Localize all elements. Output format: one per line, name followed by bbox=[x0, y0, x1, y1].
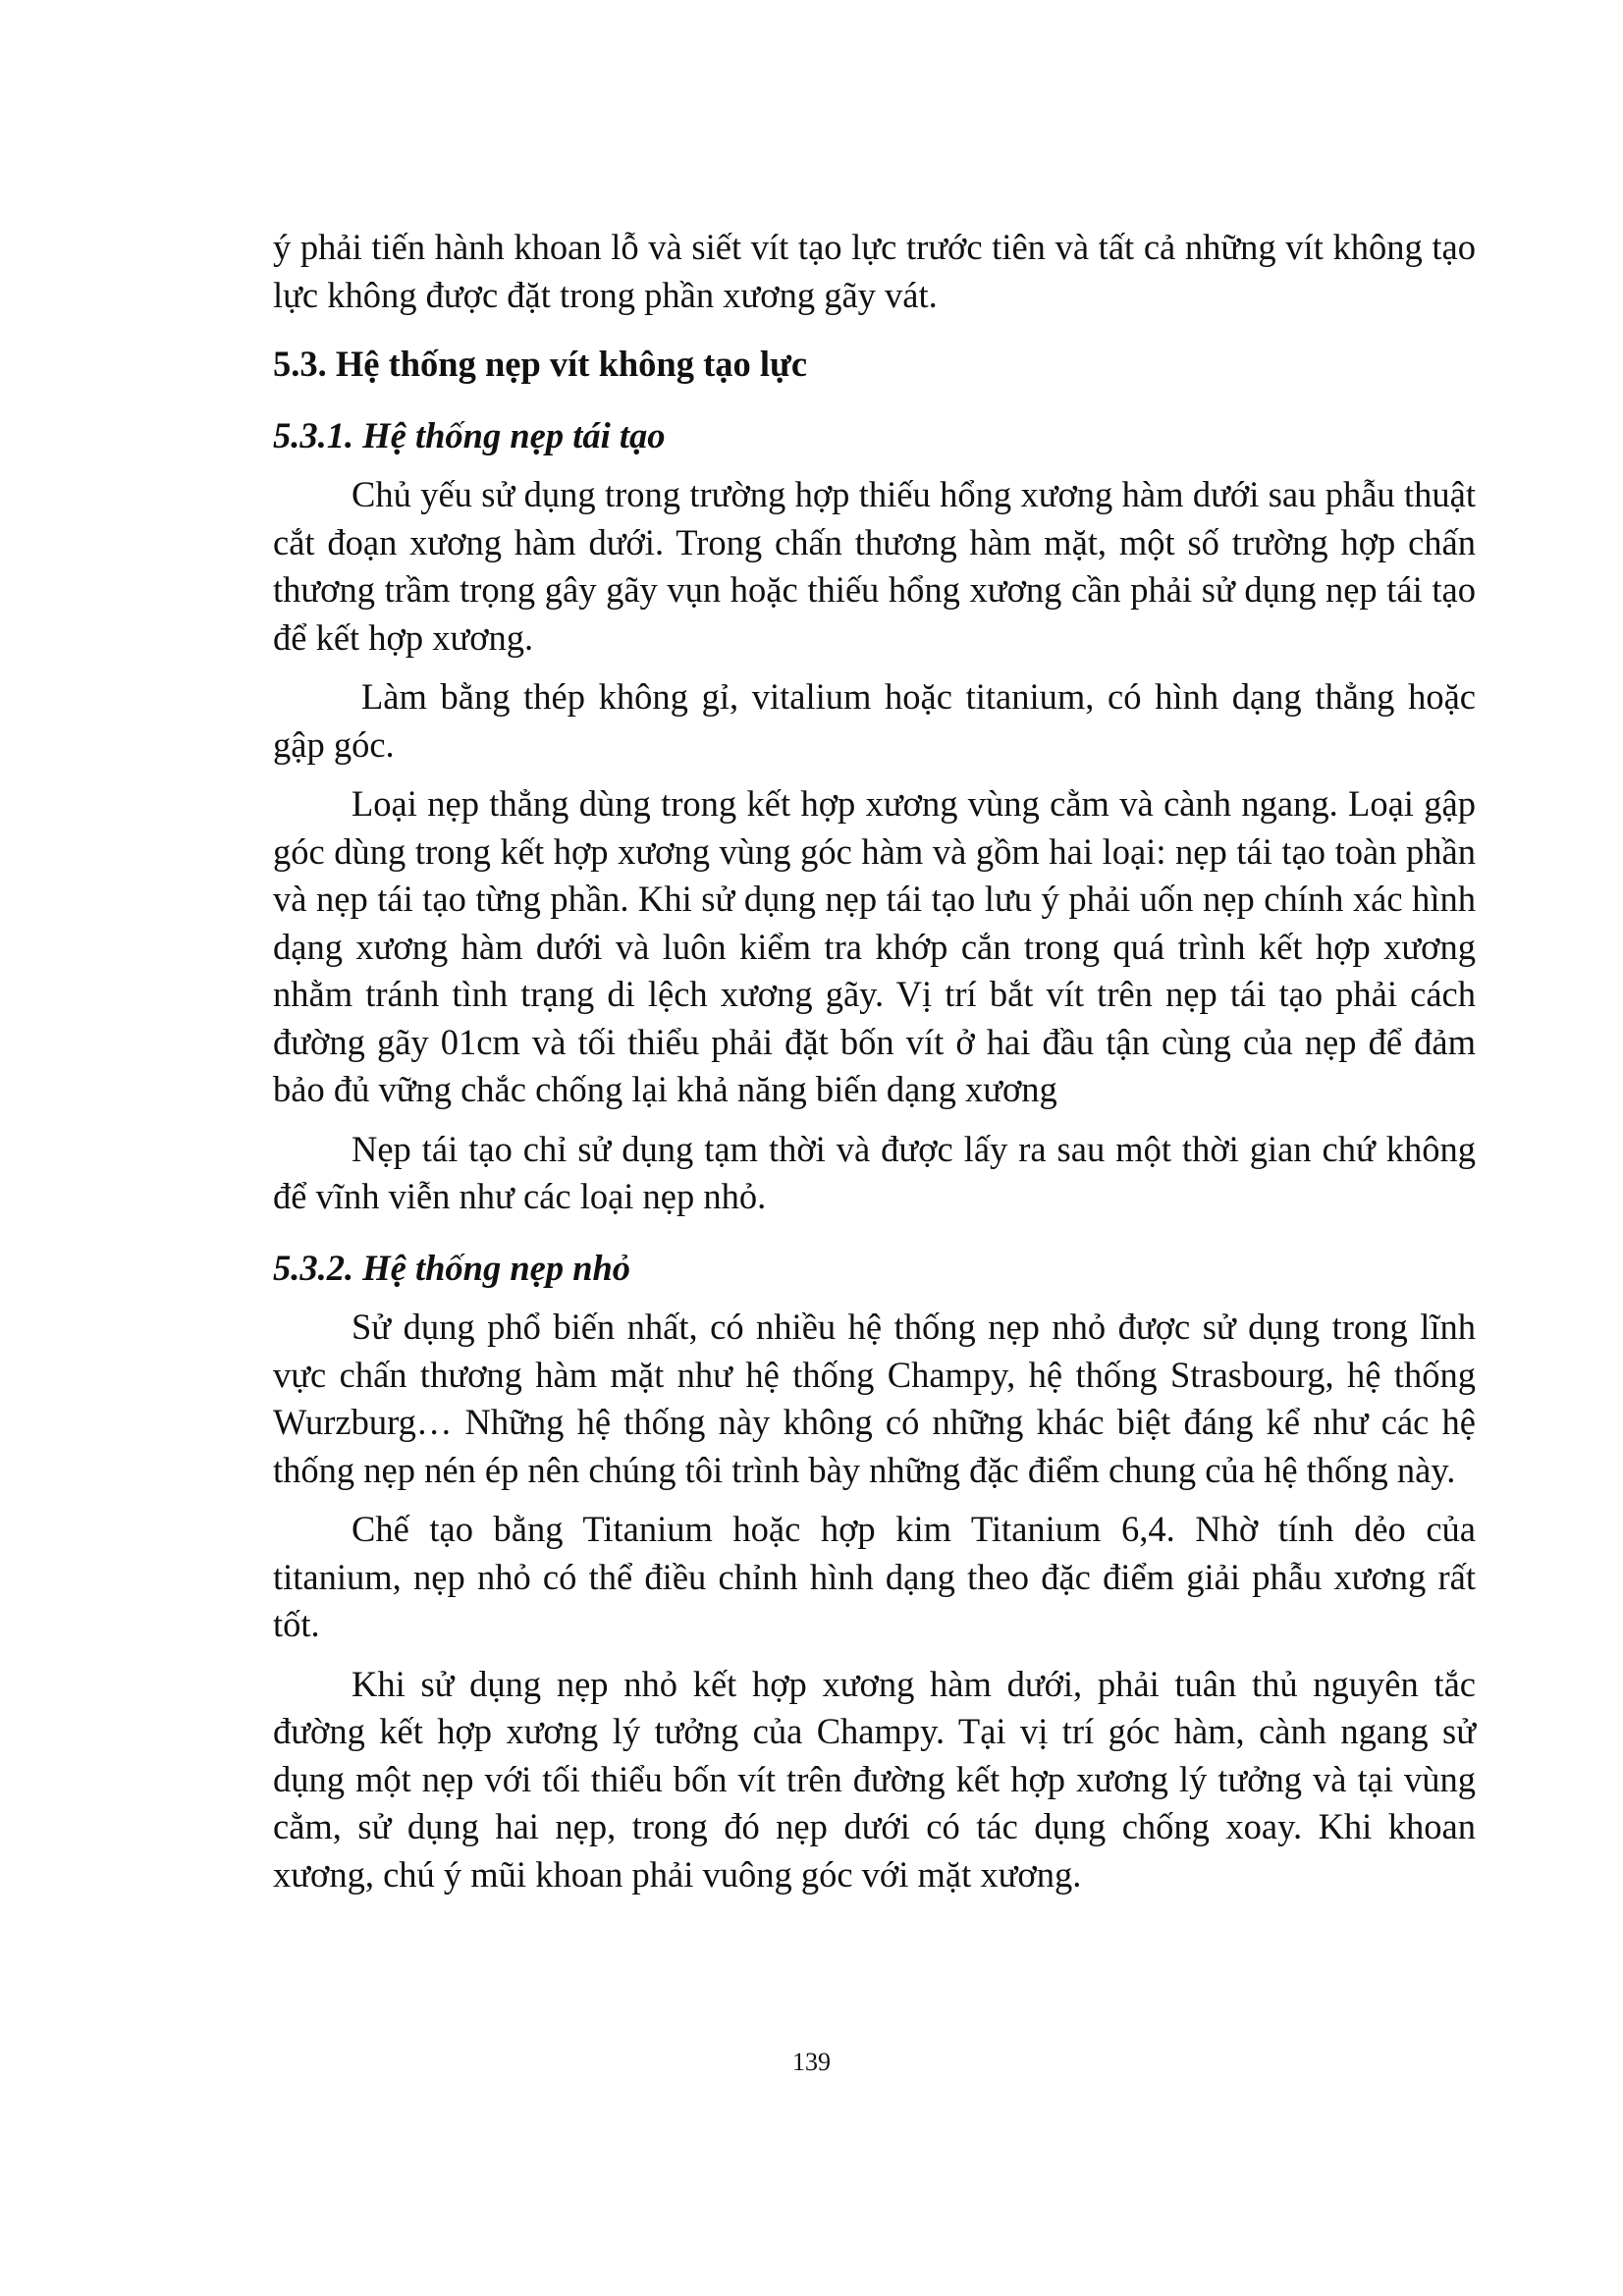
intro-paragraph: ý phải tiến hành khoan lỗ và siết vít tạo lực trước tiên và tất cả những vít không tạo lực không được đặt trong phần xương gãy vát. bbox=[273, 227, 1476, 315]
paragraph-reconstruction-usage: Chủ yếu sử dụng trong trường hợp thiếu hổng xương hàm dưới sau phẫu thuật cắt đoạn xương hàm dưới. Trong chấn thương hàm mặt, một số trường hợp chấn thương trầm trọng gây gãy vụn hoặc thiếu hổng xương cần phải sử dụng nẹp tái tạo để kết hợp xương. bbox=[273, 474, 1476, 658]
page-number: 139 bbox=[792, 2048, 831, 2076]
subsection-heading-5-3-1: 5.3.1. Hệ thống nẹp tái tạo bbox=[273, 414, 666, 455]
paragraph-reconstruction-material: Làm bằng thép không gỉ, vitalium hoặc titanium, có hình dạng thẳng hoặc gập góc. bbox=[273, 676, 1476, 765]
subsection-heading-5-3-2: 5.3.2. Hệ thống nẹp nhỏ bbox=[273, 1247, 631, 1288]
section-heading-5-3: 5.3. Hệ thống nẹp vít không tạo lực bbox=[273, 344, 808, 384]
paragraph-miniplate-champy: Khi sử dụng nẹp nhỏ kết hợp xương hàm dưới, phải tuân thủ nguyên tắc đường kết hợp xương lý tưởng của Champy. Tại vị trí góc hàm, cành ngang sử dụng một nẹp với tối thiểu bốn vít trên đường kết hợp xương lý tưởng và tại vùng cằm, sử dụng hai nẹp, trong đó nẹp dưới có tác dụng chống xoay. Khi khoan xương, chú ý mũi khoan phải vuông góc với mặt xương. bbox=[273, 1663, 1476, 1895]
document-body bbox=[273, 224, 1476, 1898]
paragraph-miniplate-systems: Sử dụng phổ biến nhất, có nhiều hệ thống nẹp nhỏ được sử dụng trong lĩnh vực chấn thương hàm mặt như hệ thống Champy, hệ thống Strasbourg, hệ thống Wurzburg… Những hệ thống này không có những khác biệt đáng kể như các hệ thống nẹp nén ép nên chúng tôi trình bày những đặc điểm chung của hệ thống này. bbox=[273, 1307, 1476, 1490]
paragraph-reconstruction-temporary: Nẹp tái tạo chỉ sử dụng tạm thời và được lấy ra sau một thời gian chứ không để vĩnh viễn như các loại nẹp nhỏ. bbox=[273, 1128, 1476, 1216]
paragraph-reconstruction-types: Loại nẹp thẳng dùng trong kết hợp xương vùng cằm và cành ngang. Loại gập góc dùng trong kết hợp xương vùng góc hàm và gồm hai loại: nẹp tái tạo toàn phần và nẹp tái tạo từng phần. Khi sử dụng nẹp tái tạo lưu ý phải uốn nẹp chính xác hình dạng xương hàm dưới và luôn kiểm tra khớp cắn trong quá trình kết hợp xương nhằm tránh tình trạng di lệch xương gãy. Vị trí bắt vít trên nẹp tái tạo phải cách đường gãy 01cm và tối thiểu phải đặt bốn vít ở hai đầu tận cùng của nẹp để đảm bảo đủ vững chắc chống lại khả năng biến dạng xương bbox=[273, 783, 1476, 1109]
paragraph-miniplate-material: Chế tạo bằng Titanium hoặc hợp kim Titanium 6,4. Nhờ tính dẻo của titanium, nẹp nhỏ có thể điều chỉnh hình dạng theo đặc điểm giải phẫu xương rất tốt. bbox=[273, 1509, 1476, 1644]
